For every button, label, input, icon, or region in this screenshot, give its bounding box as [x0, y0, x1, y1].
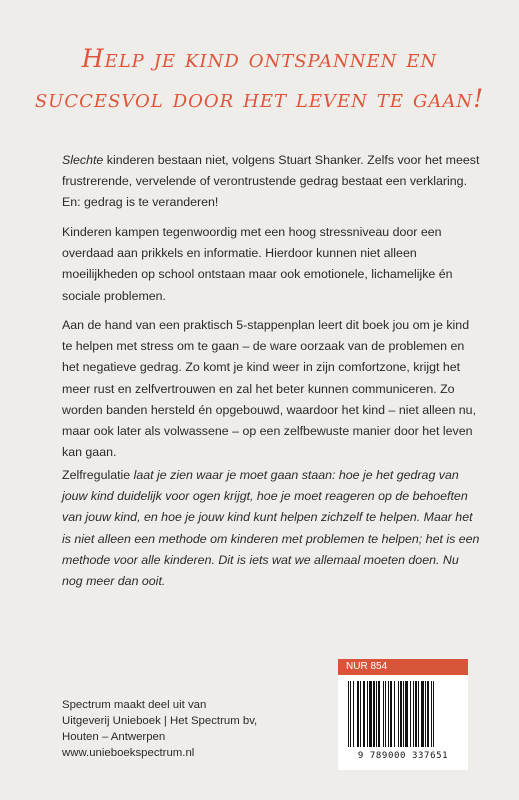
isbn-barcode — [346, 681, 460, 749]
barcode-stripe — [357, 681, 359, 747]
barcode-stripe — [433, 681, 434, 747]
barcode-stripe — [373, 681, 375, 747]
barcode-stripe — [431, 681, 432, 747]
intro-lead-word: Slechte — [62, 153, 104, 167]
barcode-stripe — [398, 681, 399, 747]
publisher-info — [62, 697, 322, 761]
closing-paragraph — [62, 465, 482, 592]
barcode-stripe — [360, 681, 361, 747]
barcode-stripe — [350, 681, 351, 747]
book-title-mention: Zelfregulatie — [62, 468, 131, 482]
nur-label: NUR 854 — [338, 659, 468, 675]
isbn-number: 9 789000 337651 — [357, 751, 449, 761]
barcode-stripe — [405, 681, 408, 747]
stress-paragraph: Kinderen kampen tegenwoordig met een hoog stressniveau door een overdaad aan prikkels en informatie. Hierdoor kunnen niet alleen moeilijkheden op school ontstaan maar ook emotionele, lichamelijke én sociale problemen. — [62, 225, 453, 303]
barcode-stripe — [348, 681, 349, 747]
barcode-stripe — [413, 681, 414, 747]
barcode-stripe — [390, 681, 392, 747]
barcode-stripe — [400, 681, 402, 747]
barcode-stripe — [385, 681, 386, 747]
publisher-line-1: Spectrum maakt deel uit van — [62, 699, 207, 711]
barcode-stripe — [418, 681, 419, 747]
publisher-line-2: Uitgeverij Unieboek | Het Spectrum bv, — [62, 715, 258, 727]
barcode-stripe — [427, 681, 429, 747]
barcode-stripe — [378, 681, 380, 747]
headline-line-2: succesvol door het leven te gaan! — [34, 84, 485, 113]
barcode-stripe — [425, 681, 426, 747]
intro-paragraph — [62, 150, 482, 214]
barcode-stripe — [421, 681, 424, 747]
barcode-stripe — [367, 681, 368, 747]
barcode-panel — [338, 675, 468, 770]
barcode-stripe — [363, 681, 365, 747]
publisher-line-3: Houten – Antwerpen — [62, 731, 166, 743]
headline-line-1: Help je kind ontspannen en — [81, 44, 438, 73]
barcode-stripe — [353, 681, 354, 747]
intro-text: kinderen bestaan niet, volgens Stuart Shanker. Zelfs voor het meest frustrerende, vervelende of verontrustende gedrag bestaat een verklaring. En: gedrag is te veranderen! — [62, 153, 480, 210]
method-paragraph: Aan de hand van een praktisch 5-stappenplan leert dit boek jou om je kind te helpen met stress om te gaan – de ware oorzaak van de problemen en het negatieve gedrag. Zo komt je kind weer in zijn comfortzone, krijgt het meer rust en zelfvertrouwen en zal het beter kunnen communiceren. Zo worden banden hersteld én opgebouwd, waardoor het kind – niet alleen nu, maar ook later als volwassene – op een zelfbewuste manier door het leven kan gaan. — [62, 318, 477, 460]
barcode-stripe — [388, 681, 389, 747]
barcode-stripe — [376, 681, 377, 747]
barcode-stripe — [403, 681, 404, 747]
barcode-stripe — [394, 681, 395, 747]
barcode-stripe — [369, 681, 372, 747]
barcode-stripe — [383, 681, 384, 747]
publisher-website: www.unieboekspectrum.nl — [62, 747, 195, 759]
barcode-stripe — [415, 681, 417, 747]
closing-text: laat je zien waar je moet gaan staan: hoe je het gedrag van jouw kind duidelijk voor ogen krijgt, hoe je moet reageren op de behoeften van jouw kind, en hoe je jouw kind kunt helpen zichzelf te helpen. Maar het is niet alleen een methode om kinderen met problemen te helpen; het is een methode voor alle kinderen. Dit is iets wat we allemaal moeten doen. Nu nog meer dan ooit. — [62, 468, 480, 589]
barcode-stripe — [410, 681, 411, 747]
